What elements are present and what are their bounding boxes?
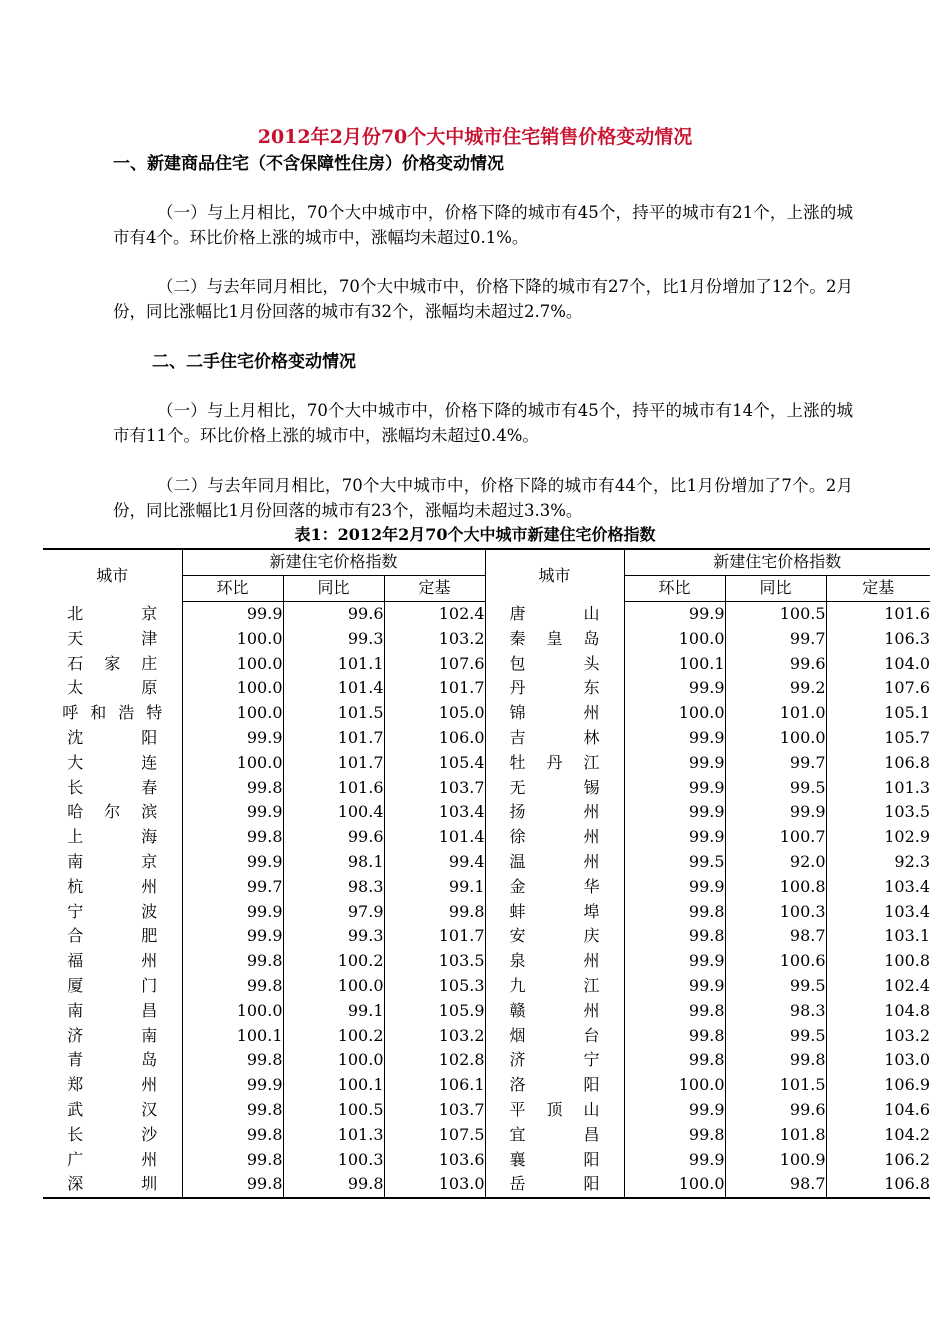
city-name-cell [43,1147,182,1172]
index-value: 99.5 [624,850,725,875]
index-value: 99.9 [182,924,283,949]
index-value: 92.0 [725,850,826,875]
index-value: 99.9 [624,949,725,974]
city-name-cell [43,850,182,875]
city-name-cell [485,800,624,825]
index-value: 101.7 [384,924,485,949]
index-value: 100.6 [725,949,826,974]
city-name: 济 南 [67,1025,158,1045]
index-value: 103.0 [384,1172,485,1198]
index-value: 101.3 [826,775,930,800]
index-value: 99.5 [725,974,826,999]
index-value: 101.4 [283,676,384,701]
city-name: 广 州 [67,1149,158,1169]
index-value: 99.9 [624,726,725,751]
index-value: 99.8 [182,1147,283,1172]
column-header-mom: 环比 [624,575,725,601]
table-row [43,998,930,1023]
index-value: 105.0 [384,701,485,726]
index-value: 100.0 [182,998,283,1023]
city-name: 天 津 [67,628,158,648]
city-name-cell [485,998,624,1023]
index-value: 106.1 [384,1073,485,1098]
index-value: 101.3 [283,1122,384,1147]
table-row [43,974,930,999]
city-name: 包 头 [509,653,600,673]
table-row [43,601,930,626]
index-value: 102.4 [384,601,485,626]
index-value: 103.7 [384,775,485,800]
city-name: 赣 州 [509,1000,600,1020]
index-value: 100.8 [725,874,826,899]
city-name-cell [485,1048,624,1073]
city-name: 武 汉 [67,1099,158,1119]
city-name-cell [485,651,624,676]
city-name-cell [43,825,182,850]
index-value: 100.5 [283,1098,384,1123]
index-value: 100.0 [624,1172,725,1198]
index-value: 99.8 [182,949,283,974]
index-value: 100.0 [182,676,283,701]
index-value: 105.9 [384,998,485,1023]
index-value: 99.9 [624,1098,725,1123]
table-row [43,1023,930,1048]
index-value: 99.8 [182,825,283,850]
city-name: 扬 州 [509,802,600,822]
index-value: 103.6 [384,1147,485,1172]
index-value: 103.2 [826,1023,930,1048]
city-name-cell [485,750,624,775]
group-header: 新建住宅价格指数 [624,549,930,575]
city-name-cell [485,601,624,626]
index-value: 98.3 [725,998,826,1023]
index-value: 103.4 [384,800,485,825]
table-row [43,1122,930,1147]
table-row [43,899,930,924]
city-name-cell [485,676,624,701]
index-value: 99.6 [283,601,384,626]
index-value: 101.5 [283,701,384,726]
index-value: 106.9 [826,1073,930,1098]
index-value: 101.4 [384,825,485,850]
index-value: 99.6 [725,1098,826,1123]
table-row [43,850,930,875]
index-value: 104.0 [826,651,930,676]
city-name-cell [485,825,624,850]
column-header-base: 定基 [384,575,485,601]
index-value: 99.7 [725,750,826,775]
section2-heading: 二、二手住宅价格变动情况 [152,352,356,372]
index-value: 100.0 [182,701,283,726]
column-header-base: 定基 [826,575,930,601]
index-value: 100.2 [283,949,384,974]
city-name-cell [43,701,182,726]
city-header: 城市 [43,549,182,601]
index-value: 99.2 [725,676,826,701]
price-index-table [43,548,930,1199]
index-value: 100.0 [182,626,283,651]
city-name-cell [43,924,182,949]
city-name: 唐 山 [509,603,600,623]
index-value: 101.0 [725,701,826,726]
index-value: 106.3 [826,626,930,651]
city-name-cell [43,651,182,676]
index-value: 103.2 [384,626,485,651]
index-value: 99.9 [182,1073,283,1098]
group-header: 新建住宅价格指数 [182,549,485,575]
section1-paragraph-2: （二）与去年同月相比，70个大中城市中，价格下降的城市有27个，比1月份增加了12个。2月份，同比涨幅比1月份回落的城市有32个，涨幅均未超过2.7%。 [113,277,853,321]
index-value: 99.9 [182,800,283,825]
city-name-cell [485,850,624,875]
index-value: 100.1 [182,1023,283,1048]
city-name-cell [485,701,624,726]
table-row [43,1172,930,1198]
city-name: 深 圳 [67,1174,158,1194]
city-name: 杭 州 [67,876,158,896]
index-value: 103.2 [384,1023,485,1048]
city-name-cell [43,1048,182,1073]
table-row [43,1098,930,1123]
city-name-cell [43,949,182,974]
index-value: 105.7 [826,726,930,751]
city-name: 宁 波 [67,901,158,921]
index-value: 103.7 [384,1098,485,1123]
index-value: 92.3 [826,850,930,875]
index-value: 99.9 [624,825,725,850]
city-name: 大 连 [67,752,158,772]
index-value: 106.2 [826,1147,930,1172]
city-name: 无 锡 [509,777,600,797]
city-name: 襄 阳 [509,1149,600,1169]
city-name-cell [43,775,182,800]
index-value: 99.9 [182,850,283,875]
index-value: 100.0 [182,750,283,775]
city-header: 城市 [485,549,624,601]
index-value: 99.9 [182,726,283,751]
city-name: 郑 州 [67,1075,158,1095]
city-name: 沈 阳 [67,727,158,747]
index-value: 105.1 [826,701,930,726]
index-value: 99.3 [283,924,384,949]
index-value: 101.5 [725,1073,826,1098]
table-row [43,676,930,701]
index-value: 107.6 [826,676,930,701]
index-value: 99.9 [182,899,283,924]
table-row [43,874,930,899]
table-row [43,775,930,800]
city-name-cell [485,899,624,924]
city-name-cell [485,924,624,949]
index-value: 100.1 [283,1073,384,1098]
city-name-cell [43,726,182,751]
index-value: 99.8 [624,1023,725,1048]
city-name-cell [485,1147,624,1172]
section1-heading: 一、新建商品住宅（不含保障性住房）价格变动情况 [113,154,504,174]
index-value: 102.4 [826,974,930,999]
index-value: 100.0 [182,651,283,676]
city-name: 上 海 [67,827,158,847]
index-value: 100.0 [624,701,725,726]
index-value: 106.0 [384,726,485,751]
index-value: 99.9 [624,1147,725,1172]
index-value: 101.6 [283,775,384,800]
city-name: 吉 林 [509,727,600,747]
index-value: 99.9 [624,775,725,800]
index-value: 105.4 [384,750,485,775]
index-value: 104.2 [826,1122,930,1147]
index-value: 100.7 [725,825,826,850]
city-name: 徐 州 [509,827,600,847]
city-name-cell [485,949,624,974]
index-value: 106.8 [826,750,930,775]
city-name-cell [485,775,624,800]
index-value: 99.9 [624,676,725,701]
city-name-cell [485,1122,624,1147]
city-name: 秦 皇 岛 [509,628,600,648]
index-value: 99.8 [384,899,485,924]
city-name: 牡 丹 江 [509,752,600,772]
city-name-cell [43,998,182,1023]
city-name: 洛 阳 [509,1075,600,1095]
table-row [43,750,930,775]
index-value: 99.7 [182,874,283,899]
city-name-cell [485,726,624,751]
index-value: 99.8 [725,1048,826,1073]
table-row [43,800,930,825]
table-row [43,626,930,651]
table-row [43,651,930,676]
index-value: 98.7 [725,924,826,949]
city-name: 岳 阳 [509,1174,600,1194]
city-name: 长 春 [67,777,158,797]
city-name-cell [43,1098,182,1123]
index-value: 99.9 [624,750,725,775]
table-row [43,701,930,726]
index-value: 99.9 [725,800,826,825]
index-value: 99.8 [624,1048,725,1073]
city-name: 南 京 [67,851,158,871]
city-name: 金 华 [509,876,600,896]
index-value: 100.0 [624,626,725,651]
table-row [43,1073,930,1098]
index-value: 100.9 [725,1147,826,1172]
index-value: 99.9 [624,601,725,626]
table-row [43,924,930,949]
index-value: 101.1 [283,651,384,676]
city-name-cell [43,874,182,899]
city-name-cell [485,1073,624,1098]
index-value: 99.8 [624,998,725,1023]
index-value: 99.7 [725,626,826,651]
city-name: 锦 州 [509,703,600,723]
index-value: 98.7 [725,1172,826,1198]
city-name-cell [485,874,624,899]
city-name: 福 州 [67,951,158,971]
city-name-cell [43,626,182,651]
table-row [43,1147,930,1172]
city-name-cell [485,974,624,999]
index-value: 105.3 [384,974,485,999]
index-value: 103.5 [384,949,485,974]
index-value: 99.9 [624,800,725,825]
index-value: 99.8 [182,974,283,999]
index-value: 101.6 [826,601,930,626]
city-name: 呼 和 浩 特 [62,703,163,723]
column-header-yoy: 同比 [283,575,384,601]
index-value: 100.0 [725,726,826,751]
index-value: 99.8 [182,775,283,800]
city-name: 厦 门 [67,975,158,995]
index-value: 107.6 [384,651,485,676]
index-value: 99.4 [384,850,485,875]
index-value: 99.8 [283,1172,384,1198]
index-value: 100.0 [624,1073,725,1098]
index-value: 100.0 [283,1048,384,1073]
city-name-cell [43,974,182,999]
index-value: 99.8 [182,1098,283,1123]
index-value: 103.0 [826,1048,930,1073]
city-name: 平 顶 山 [509,1099,600,1119]
index-value: 99.8 [182,1122,283,1147]
table-row [43,1048,930,1073]
index-value: 98.1 [283,850,384,875]
index-value: 103.4 [826,874,930,899]
index-value: 100.0 [283,974,384,999]
index-value: 99.8 [624,899,725,924]
index-value: 103.1 [826,924,930,949]
city-name-cell [43,750,182,775]
column-header-mom: 环比 [182,575,283,601]
city-name: 烟 台 [509,1025,600,1045]
index-value: 106.8 [826,1172,930,1198]
city-name-cell [43,1023,182,1048]
index-value: 103.4 [826,899,930,924]
city-name: 济 宁 [509,1050,600,1070]
city-name-cell [485,626,624,651]
section1-paragraph-1: （一）与上月相比，70个大中城市中，价格下降的城市有45个，持平的城市有21个，上涨的城市有4个。环比价格上涨的城市中，涨幅均未超过0.1%。 [113,203,853,247]
city-name: 合 肥 [67,926,158,946]
section2-paragraph-1: （一）与上月相比，70个大中城市中，价格下降的城市有45个，持平的城市有14个，上涨的城市有11个。环比价格上涨的城市中，涨幅均未超过0.4%。 [113,401,853,445]
page-title: 2012年2月份70个大中城市住宅销售价格变动情况 [257,126,693,148]
city-name-cell [43,1073,182,1098]
city-name: 南 昌 [67,1000,158,1020]
city-name-cell [43,1172,182,1198]
city-name-cell [485,1098,624,1123]
index-value: 99.8 [624,924,725,949]
city-name-cell [43,800,182,825]
city-name: 九 江 [509,975,600,995]
section2-paragraph-2: （二）与去年同月相比，70个大中城市中，价格下降的城市有44个，比1月份增加了7个。2月份，同比涨幅比1月份回落的城市有23个，涨幅均未超过3.3%。 [113,476,853,520]
index-value: 102.9 [826,825,930,850]
index-value: 104.6 [826,1098,930,1123]
city-name: 丹 东 [509,678,600,698]
city-name-cell [43,601,182,626]
city-name: 哈 尔 滨 [67,802,158,822]
index-value: 100.8 [826,949,930,974]
index-value: 99.6 [725,651,826,676]
index-value: 101.8 [725,1122,826,1147]
index-value: 100.4 [283,800,384,825]
city-name: 太 原 [67,678,158,698]
table-row [43,949,930,974]
index-value: 101.7 [283,750,384,775]
city-name-cell [43,899,182,924]
index-value: 100.3 [283,1147,384,1172]
index-value: 99.1 [384,874,485,899]
index-value: 98.3 [283,874,384,899]
city-name-cell [485,1023,624,1048]
city-name: 蚌 埠 [509,901,600,921]
index-value: 99.5 [725,1023,826,1048]
index-value: 99.9 [182,601,283,626]
city-name: 宜 昌 [509,1124,600,1144]
index-value: 99.8 [624,1122,725,1147]
city-name: 泉 州 [509,951,600,971]
index-value: 107.5 [384,1122,485,1147]
city-name: 安 庆 [509,926,600,946]
index-value: 100.1 [624,651,725,676]
table-row [43,726,930,751]
index-value: 99.9 [624,974,725,999]
city-name: 温 州 [509,851,600,871]
city-name-cell [43,676,182,701]
city-name-cell [485,1172,624,1198]
city-name: 长 沙 [67,1124,158,1144]
index-value: 100.3 [725,899,826,924]
index-value: 99.9 [624,874,725,899]
index-value: 99.5 [725,775,826,800]
index-value: 101.7 [283,726,384,751]
city-name-cell [43,1122,182,1147]
table-row [43,825,930,850]
index-value: 101.7 [384,676,485,701]
city-name: 青 岛 [67,1050,158,1070]
index-value: 102.8 [384,1048,485,1073]
index-value: 97.9 [283,899,384,924]
city-name: 石 家 庄 [67,653,158,673]
column-header-yoy: 同比 [725,575,826,601]
index-value: 99.1 [283,998,384,1023]
index-value: 99.8 [182,1172,283,1198]
index-value: 104.8 [826,998,930,1023]
table-caption: 表1：2012年2月70个大中城市新建住宅价格指数 [294,525,656,544]
index-value: 100.5 [725,601,826,626]
index-value: 99.8 [182,1048,283,1073]
index-value: 99.6 [283,825,384,850]
index-value: 103.5 [826,800,930,825]
index-value: 100.2 [283,1023,384,1048]
city-name: 北 京 [67,603,158,623]
index-value: 99.3 [283,626,384,651]
